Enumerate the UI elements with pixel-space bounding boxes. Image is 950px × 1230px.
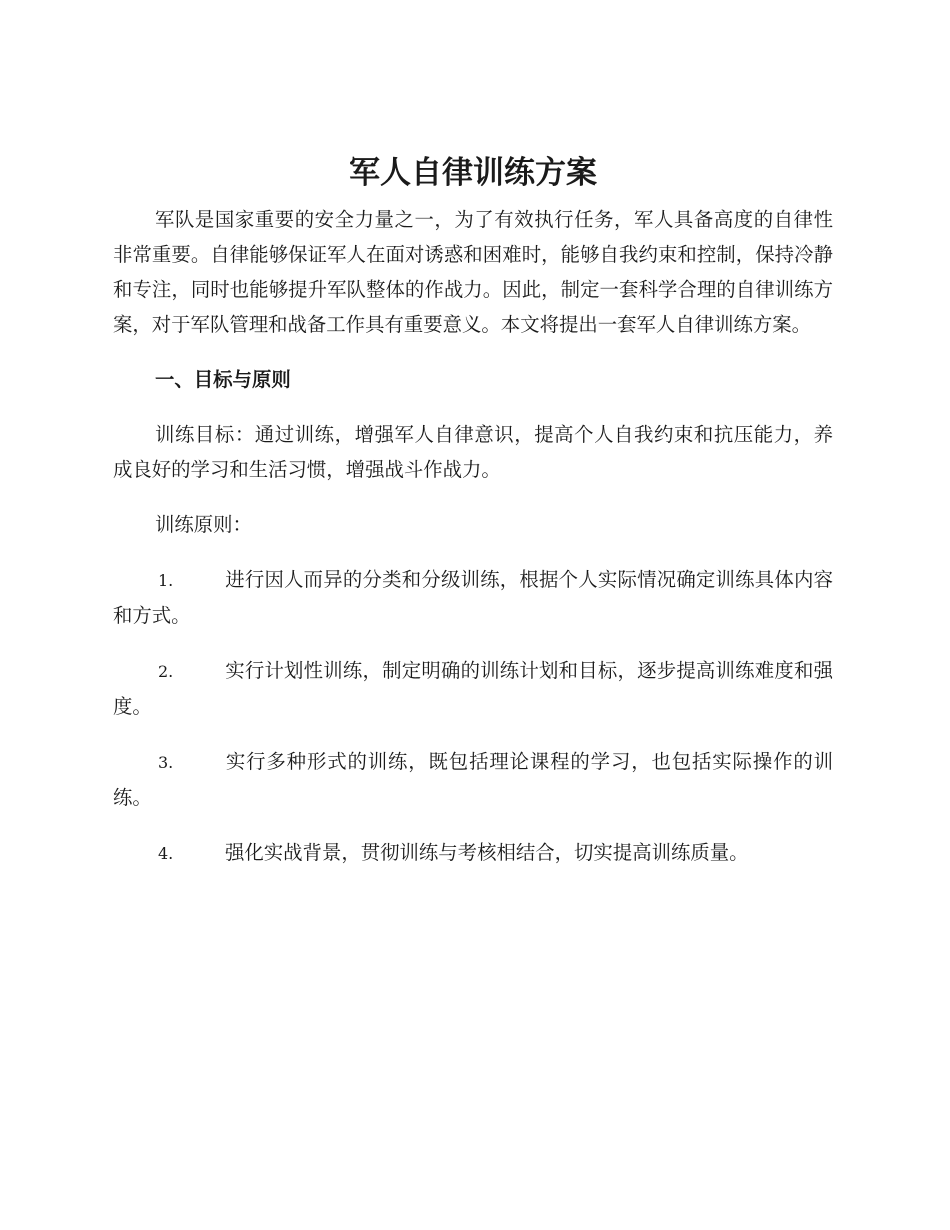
list-item-number: 3. xyxy=(158,753,174,772)
list-item-number: 1. xyxy=(158,571,174,590)
list-item xyxy=(113,835,833,871)
list-item-number: 2. xyxy=(158,662,174,681)
list-item xyxy=(113,562,833,633)
list-item-text: 进行因人而异的分类和分级训练，根据个人实际情况确定训练具体内容和方式。 xyxy=(113,568,833,627)
list-item xyxy=(113,653,833,724)
list-item-text: 实行多种形式的训练，既包括理论课程的学习，也包括实际操作的训练。 xyxy=(113,750,833,809)
list-item-text: 实行计划性训练，制定明确的训练计划和目标，逐步提高训练难度和强度。 xyxy=(113,659,833,718)
goal-paragraph: 训练目标：通过训练，增强军人自律意识，提高个人自我约束和抗压能力，养成良好的学习和生活习惯，增强战斗作战力。 xyxy=(113,423,833,481)
document-title: 军人自律训练方案 xyxy=(349,155,597,191)
principles-label: 训练原则： xyxy=(155,513,252,536)
list-item-text: 强化实战背景，贯彻训练与考核相结合，切实提高训练质量。 xyxy=(225,841,749,864)
intro-paragraph: 军队是国家重要的安全力量之一，为了有效执行任务，军人具备高度的自律性非常重要。自律能够保证军人在面对诱惑和困难时，能够自我约束和控制，保持冷静和专注，同时也能够提升军队整体的作战力。因此，制定一套科学合理的自律训练方案，对于军队管理和战备工作具有重要意义。本文将提出一套军人自律训练方案。 xyxy=(113,208,833,336)
section-heading-goals-principles: 一、目标与原则 xyxy=(155,368,291,391)
list-item xyxy=(113,744,833,815)
list-item-number: 4. xyxy=(158,844,174,863)
document-page xyxy=(113,150,833,871)
